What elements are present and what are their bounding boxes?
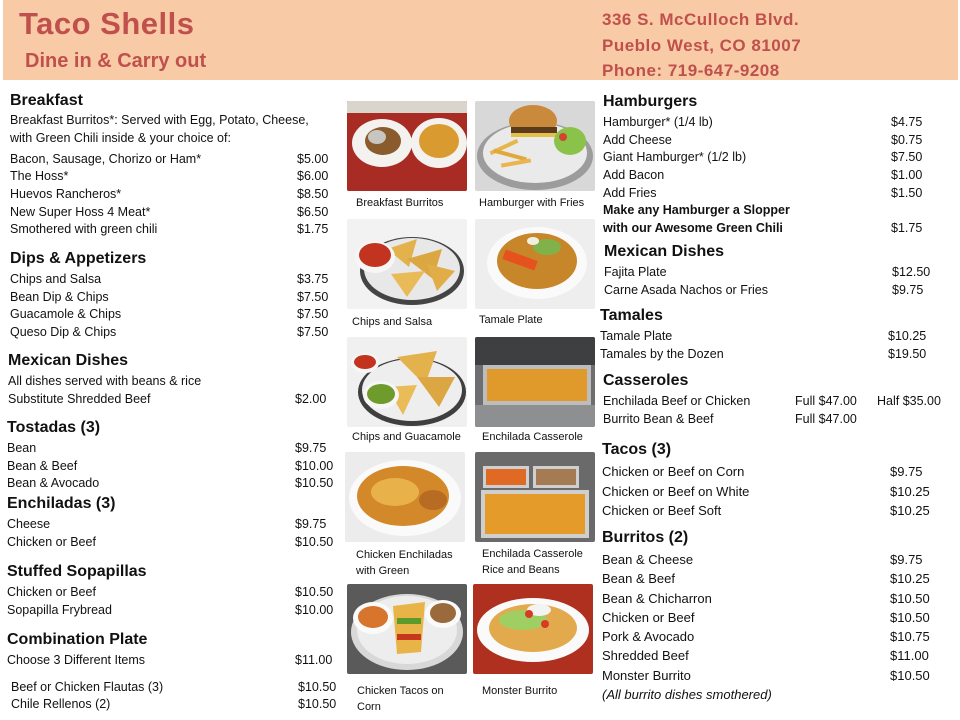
section-title-casseroles: Casseroles <box>603 372 689 389</box>
menu-item-price: $10.00 <box>295 603 334 617</box>
photo-caption: Hamburger with Fries <box>479 197 585 209</box>
menu-item-price: $10.50 <box>298 697 337 711</box>
menu-item-name: Carne Asada Nachos or Fries <box>604 283 768 297</box>
menu-item-name: Add Bacon <box>603 168 665 182</box>
chicken-tacos-photo <box>347 584 467 674</box>
menu-item-name: Giant Hamburger* (1/2 lb) <box>603 150 747 164</box>
phone-number: Phone: 719-647-9208 <box>602 61 780 80</box>
menu-item-name: Bean & Beef <box>7 459 78 473</box>
section-title-dips: Dips & Appetizers <box>10 250 147 267</box>
menu-item-price: $1.00 <box>891 168 923 182</box>
menu-item-name: Burrito Bean & Beef <box>603 412 714 426</box>
menu-item-price: $11.00 <box>890 648 929 663</box>
menu-item-name: Tamale Plate <box>600 329 673 343</box>
menu-item-price: $12.50 <box>892 265 931 279</box>
menu-item-price: $5.00 <box>297 152 329 166</box>
menu-item-name: Chicken or Beef on White <box>602 484 750 499</box>
menu-item-price: $1.50 <box>891 186 923 200</box>
tamale-plate-photo <box>475 219 595 309</box>
section-title-burritos: Burritos (2) <box>602 529 689 546</box>
menu-item-price: $1.75 <box>891 221 923 235</box>
menu-item-name: Huevos Rancheros* <box>10 187 122 201</box>
menu-item-price: $8.50 <box>297 187 329 201</box>
menu-item-name: Bean Dip & Chips <box>10 290 109 304</box>
menu-item-price: $10.50 <box>295 476 334 490</box>
menu-item-price: $4.75 <box>891 115 923 129</box>
chicken-enchiladas-photo <box>345 452 465 542</box>
section-title-mexican-dishes: Mexican Dishes <box>8 352 129 369</box>
menu-item-price: $0.75 <box>891 133 923 147</box>
menu-item-price: $10.50 <box>295 535 334 549</box>
menu-item-name: Bacon, Sausage, Chorizo or Ham* <box>10 152 202 166</box>
chips-salsa-photo <box>347 219 467 309</box>
menu-item-name: New Super Hoss 4 Meat* <box>10 205 151 219</box>
section-title-combination: Combination Plate <box>7 631 148 648</box>
enchilada-casserole-photo <box>475 337 595 427</box>
menu-item-name: Add Fries <box>603 186 657 200</box>
menu-item-name: Bean & Beef <box>602 571 675 586</box>
menu-item-price: $9.75 <box>892 283 924 297</box>
photo-caption: with Green <box>356 565 410 577</box>
casserole-rice-beans-photo <box>475 452 595 542</box>
menu-item-name: Chicken or Beef on Corn <box>602 464 745 479</box>
menu-item-name: Sopapilla Frybread <box>7 603 112 617</box>
address-line-2: Pueblo West, CO 81007 <box>602 36 802 55</box>
menu-item-name: Cheese <box>7 517 51 531</box>
menu-item-price: $10.50 <box>295 585 334 599</box>
menu-item-price: $3.75 <box>297 272 329 286</box>
photo-caption: Rice and Beans <box>482 564 560 576</box>
menu-item-name: The Hoss* <box>10 169 69 183</box>
menu-item-name: Monster Burrito <box>602 668 691 683</box>
photo-caption: Chicken Tacos on <box>357 685 444 697</box>
menu-item-price: Full $47.00 <box>795 412 857 426</box>
menu-item-price: $6.50 <box>297 205 329 219</box>
menu-item-name: Beef or Chicken Flautas (3) <box>11 680 164 694</box>
menu-item-name: Enchilada Beef or Chicken <box>603 394 751 408</box>
photo-caption: Monster Burrito <box>482 685 558 697</box>
section-title-breakfast: Breakfast <box>10 92 83 109</box>
hamburger-photo <box>475 101 595 191</box>
menu-item-name: Chicken or Beef Soft <box>602 503 722 518</box>
photo-caption: Chips and Guacamole <box>352 431 461 443</box>
menu-item-name: Queso Dip & Chips <box>10 325 117 339</box>
monster-burrito-photo <box>473 584 593 674</box>
section-title-tostadas: Tostadas (3) <box>7 419 101 436</box>
menu-item-name: Smothered with green chili <box>10 222 158 236</box>
menu-item-name: Pork & Avocado <box>602 629 695 644</box>
menu-item-price: $19.50 <box>888 347 927 361</box>
menu-item-name: Hamburger* (1/4 lb) <box>603 115 713 129</box>
menu-item-name: Guacamole & Chips <box>10 307 122 321</box>
photo-caption: Tamale Plate <box>479 314 543 326</box>
menu-item-price: $10.50 <box>890 610 930 625</box>
section-note: All dishes served with beans & rice <box>8 374 202 388</box>
burrito-footnote: (All burrito dishes smothered) <box>602 687 772 702</box>
photo-caption: Enchilada Casserole <box>482 548 583 560</box>
menu-item-name: Bean & Avocado <box>7 476 100 490</box>
menu-item-price: $7.50 <box>297 307 329 321</box>
menu-item-price: $10.50 <box>890 591 930 606</box>
menu-item-name: Fajita Plate <box>604 265 667 279</box>
menu-item-name: Bean & Cheese <box>602 552 694 567</box>
menu-item-price: Full $47.00 <box>795 394 857 408</box>
menu-item-price: $10.75 <box>890 629 930 644</box>
menu-item-name: Tamales by the Dozen <box>600 347 724 361</box>
menu-item-name: Substitute Shredded Beef <box>8 392 151 406</box>
menu-item-price: $9.75 <box>890 464 923 479</box>
menu-item-price: $11.00 <box>295 653 333 667</box>
menu-item-name: Chicken or Beef <box>7 585 96 599</box>
photo-caption: Chips and Salsa <box>352 316 433 328</box>
section-title-sopapillas: Stuffed Sopapillas <box>7 563 147 580</box>
header-banner <box>3 0 958 80</box>
menu-item-name: Chips and Salsa <box>10 272 102 286</box>
menu-item-price: $7.50 <box>297 290 329 304</box>
menu-item-name: Add Cheese <box>603 133 672 147</box>
restaurant-tagline: Dine in & Carry out <box>25 50 207 72</box>
menu-item-name: Chicken or Beef <box>602 610 695 625</box>
menu-item-name: Shredded Beef <box>602 648 689 663</box>
menu-item-name: Chile Rellenos (2) <box>11 697 111 711</box>
breakfast-description: with Green Chili inside & your choice of: <box>10 131 231 145</box>
menu-item-price: $9.75 <box>295 517 327 531</box>
menu-item-price: $10.25 <box>888 329 927 343</box>
menu-item-price: $6.00 <box>297 169 329 183</box>
breakfast-burrito-photo <box>347 101 467 191</box>
menu-item-price: $9.75 <box>890 552 923 567</box>
menu-item-name: Bean <box>7 441 37 455</box>
menu-item-price: $1.75 <box>297 222 329 236</box>
photo-caption: Breakfast Burritos <box>356 197 444 209</box>
menu-item-name: Bean & Chicharron <box>602 591 712 606</box>
menu-item-price: $9.75 <box>295 441 327 455</box>
menu-item-price: $10.00 <box>295 459 334 473</box>
photo-caption: Corn <box>357 701 381 713</box>
menu-item-price: Half $35.00 <box>877 394 941 408</box>
menu-item-price: $10.25 <box>890 571 930 586</box>
section-title-enchiladas: Enchiladas (3) <box>7 495 116 512</box>
photo-caption: Chicken Enchiladas <box>356 549 453 561</box>
menu-item-price: $10.25 <box>890 484 930 499</box>
menu-item-price: $10.25 <box>890 503 930 518</box>
menu-item-name: Choose 3 Different Items <box>7 653 146 667</box>
slopper-note: Make any Hamburger a Slopper <box>603 203 790 217</box>
section-title-tamales: Tamales <box>600 307 663 324</box>
section-title-mexican-dishes: Mexican Dishes <box>604 243 725 260</box>
photo-caption: Enchilada Casserole <box>482 431 583 443</box>
menu-item-price: $7.50 <box>297 325 329 339</box>
section-title-tacos: Tacos (3) <box>602 441 672 458</box>
menu-item-price: $10.50 <box>298 680 337 694</box>
section-title-hamburgers: Hamburgers <box>603 93 698 110</box>
address-line-1: 336 S. McCulloch Blvd. <box>602 10 800 29</box>
menu-item-price: $7.50 <box>891 150 923 164</box>
chips-guacamole-photo <box>347 337 467 427</box>
breakfast-description: Breakfast Burritos*: Served with Egg, Potato, Cheese, <box>10 113 309 127</box>
menu-item-price: $10.50 <box>890 668 930 683</box>
menu-item-price: $2.00 <box>295 392 327 406</box>
menu-item-name: Chicken or Beef <box>7 535 96 549</box>
restaurant-name: Taco Shells <box>19 6 195 41</box>
slopper-note: with our Awesome Green Chili <box>603 221 783 235</box>
